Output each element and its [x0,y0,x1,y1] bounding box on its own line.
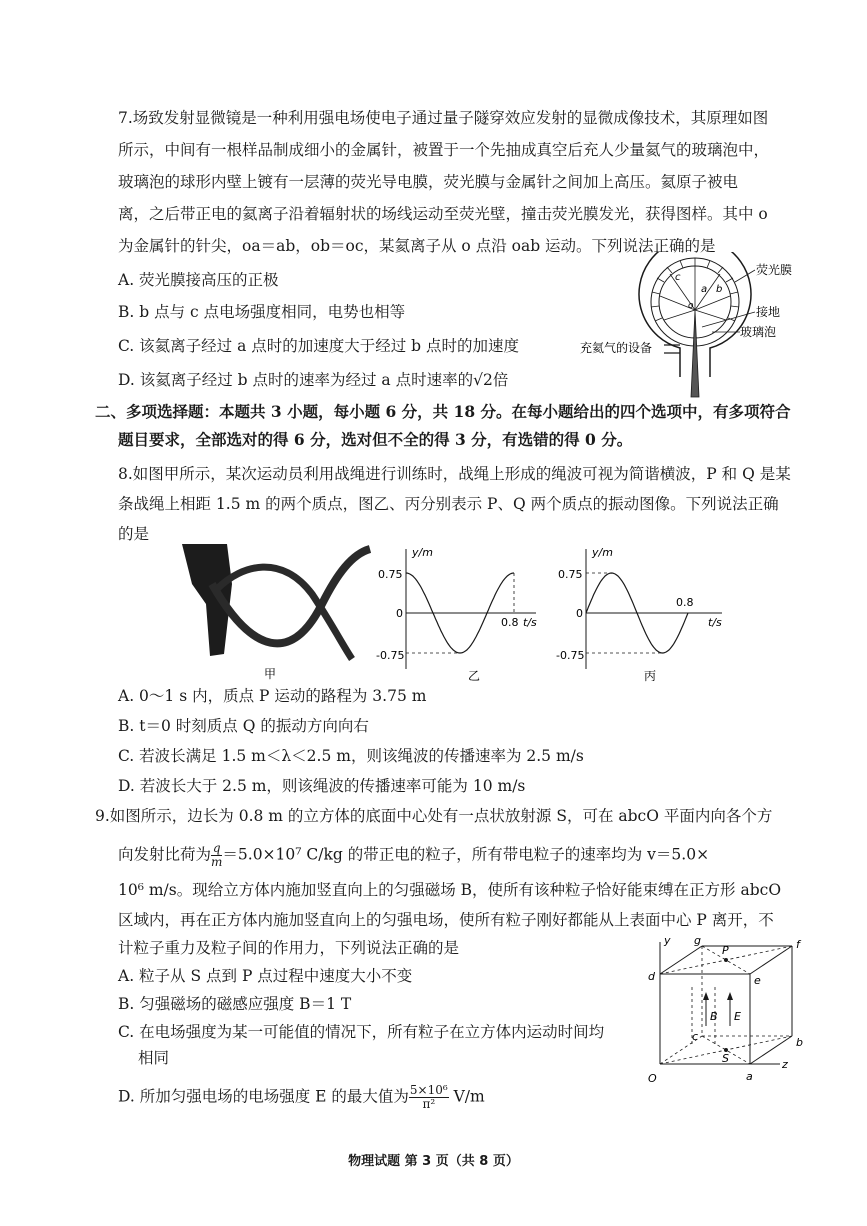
label-c: c [692,1030,699,1043]
q9-option-b: B. 匀强磁场的磁感应强度 B＝1 T [118,995,352,1013]
q9-line-3: 10⁶ m/s。现给立方体内施加竖直向上的匀强磁场 B，使所有该种粒子恰好能束缚在正方形 abcO [118,881,782,899]
q9-line-2-pre: 向发射比荷为 [118,845,212,864]
frac-den: m [211,855,223,869]
ylabel: y/m [412,546,433,559]
label-b: b [796,1036,803,1049]
label-y: y [664,934,671,947]
q8-option-d: D. 若波长大于 2.5 m，则该绳波的传播速率可能为 10 m/s [118,777,526,795]
label-B: B [710,1010,718,1023]
page-footer: 物理试题 第 3 页（共 8 页） [348,1154,519,1169]
battle-rope-photo [172,544,372,684]
caption-yi: 乙 [468,669,481,683]
q7-option-a: A. 荧光膜接高压的正极 [118,271,279,289]
q9-line-2 [118,842,709,869]
q7-line-3: 玻璃泡的球形内壁上镀有一层薄的荧光导电膜，荧光膜与金属针之间加上高压。氦原子被电 [118,173,739,191]
point-o: o [688,301,694,311]
ytick-bottom: -0.75 [556,649,585,662]
q9-option-a: A. 粒子从 S 点到 P 点过程中速度大小不变 [118,967,413,985]
ytick-top: 0.75 [558,568,583,581]
label-f: f [796,938,800,951]
section2-heading-line2: 题目要求，全部选对的得 6 分，选对但不全的得 3 分，有选错的得 0 分。 [118,430,633,449]
field-emission-microscope-diagram [580,252,810,402]
ytick-bottom: -0.75 [376,649,405,662]
caption-jia: 甲 [264,667,277,681]
label-O: O [648,1072,657,1085]
label-glass: 玻璃泡 [740,325,777,339]
q7-option-c: C. 该氦离子经过 a 点时的加速度大于经过 b 点时的加速度 [118,337,520,355]
frac-den: π² [422,1097,436,1111]
q7-option-d: D. 该氦离子经过 b 点时的速率为经过 a 点时速率的√2倍 [118,371,509,389]
q8-line-3: 的是 [118,525,150,543]
q7-line-1: 7.场致发射显微镜是一种利用强电场使电子通过量子隧穿效应发射的显微成像技术，其原理如图 [118,109,769,127]
label-g: g [694,934,701,947]
q7-line-5: 为金属针的针尖，oa＝ab，ob＝oc，某氦离子从 o 点沿 oab 运动。下列说法正确的是 [118,237,716,255]
frac-num: q [212,841,221,855]
q8-line-1: 8.如图甲所示，某次运动员利用战绳进行训练时，战绳上形成的绳波可视为简谐横波，P 和 Q 是某 [118,465,791,483]
label-ground: 接地 [756,305,781,319]
frac-num: 5×10⁶ [409,1083,448,1097]
q8-option-a: A. 0～1 s 内，质点 P 运动的路程为 3.75 m [118,687,427,705]
q8-line-2: 条战绳上相距 1.5 m 的两个质点，图乙、丙分别表示 P、Q 两个质点的振动图像。下列说法正确 [118,495,779,513]
label-film: 荧光膜 [756,263,793,277]
q9-option-d-pre: D. 所加匀强电场的电场强度 E 的最大值为 [118,1087,409,1106]
q8-option-c: C. 若波长满足 1.5 m＜λ＜2.5 m，则该绳波的传播速率为 2.5 m/s [118,747,584,765]
point-b: b [716,284,723,295]
q9-option-d [118,1084,485,1111]
q7-line-4: 离，之后带正电的氦离子沿着辐射状的场线运动至荧光壁，撞击荧光膜发光，获得图样。其中 o [118,205,768,223]
ytick-zero: 0 [576,607,583,620]
field-max-fraction [409,1084,449,1111]
label-E: E [734,1010,741,1023]
cube-diagram [640,934,820,1094]
ylabel: y/m [592,546,613,559]
label-a: a [746,1070,753,1083]
xtick: 0.8 [501,616,519,629]
q9-line-2-post: ＝5.0×10⁷ C/kg 的带正电的粒子，所有带电粒子的速率均为 v＝5.0× [222,845,710,864]
q7-option-b: B. b 点与 c 点电场强度相同，电势也相等 [118,303,406,321]
label-z: z [782,1058,788,1071]
q7-line-2: 所示，中间有一根样品制成细小的金属针，被置于一个先抽成真空后充人少量氦气的玻璃泡中， [118,141,770,159]
q9-line-1: 9.如图所示，边长为 0.8 m 的立方体的底面中心处有一点状放射源 S，可在 abcO 平面内向各个方 [95,807,773,825]
point-a: a [701,284,708,295]
section2-heading-line1: 二、多项选择题：本题共 3 小题，每小题 6 分，共 18 分。在每小题给出的四个选项中，有多项符合 [95,402,791,421]
q9-line-4: 区域内，再在正方体内施加竖直向上的匀强电场，使所有粒子刚好都能从上表面中心 P 离开，不 [118,911,774,929]
vibration-chart-bing [552,544,732,684]
ytick-zero: 0 [396,607,403,620]
q9-line-5: 计粒子重力及粒子间的作用力，下列说法正确的是 [118,939,460,957]
label-device: 充氦气的设备 [580,341,653,355]
charge-mass-fraction [211,842,222,869]
q9-option-d-post: V/m [448,1087,485,1106]
label-S: S [722,1052,729,1065]
xtick: 0.8 [676,596,694,609]
label-P: P [722,944,729,957]
xlabel: t/s [708,616,722,629]
ytick-top: 0.75 [378,568,403,581]
q9-option-c: C. 在电场强度为某一可能值的情况下，所有粒子在立方体内运动时间均 [118,1023,605,1041]
point-c: c [675,272,681,283]
vibration-chart-yi [376,544,546,684]
caption-bing: 丙 [644,669,657,683]
xlabel: t/s [523,616,537,629]
q9-option-c-cont: 相同 [138,1049,170,1067]
label-d: d [648,970,655,983]
q8-option-b: B. t＝0 时刻质点 Q 的振动方向向右 [118,717,369,735]
label-e: e [754,974,761,987]
